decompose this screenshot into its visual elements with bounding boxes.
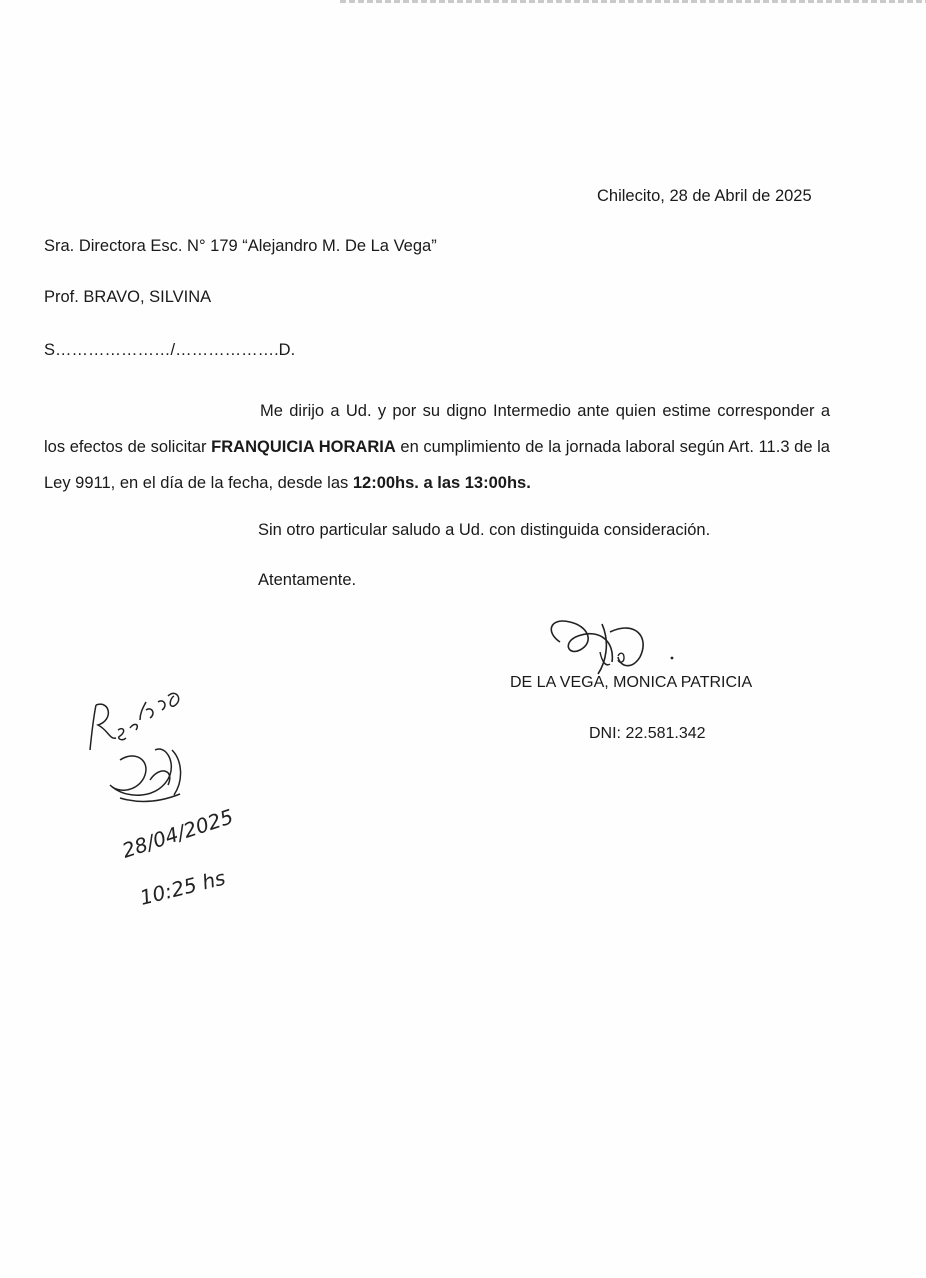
received-stamp-handwriting — [80, 680, 270, 915]
closing-valediction: Atentamente. — [258, 571, 357, 589]
recipient-line-2: Prof. BRAVO, SILVINA — [44, 288, 212, 306]
body-text-part-2: en cumplimiento de la jornada laboral según Art. 11.3 de la Ley 9911, en el día de la fecha, desde las — [44, 438, 830, 492]
scan-edge-line — [340, 0, 926, 3]
closing-line: Sin otro particular saludo a Ud. con distinguida consideración. — [258, 521, 711, 539]
date-line: Chilecito, 28 de Abril de 2025 — [597, 187, 812, 205]
svg-text:10:25 hs: 10:25 hs — [137, 865, 228, 910]
signer-dni: DNI: 22.581.342 — [589, 725, 706, 742]
body-bold-franquicia: FRANQUICIA HORARIA — [211, 438, 396, 456]
recipient-line-1: Sra. Directora Esc. N° 179 “Alejandro M. De La Vega” — [44, 237, 437, 255]
salutation: S…………………/……………….D. — [44, 341, 296, 359]
signer-name: DE LA VEGA, MONICA PATRICIA — [510, 674, 753, 691]
body-bold-hours: 12:00hs. a las 13:00hs. — [352, 474, 531, 492]
body-paragraph — [44, 393, 830, 501]
svg-text:28/04/2025: 28/04/2025 — [119, 804, 237, 863]
body-text-part-1: Me dirijo a Ud. y por su digno Intermedio ante quien estime corresponder a los efectos de solicitar — [44, 402, 830, 456]
